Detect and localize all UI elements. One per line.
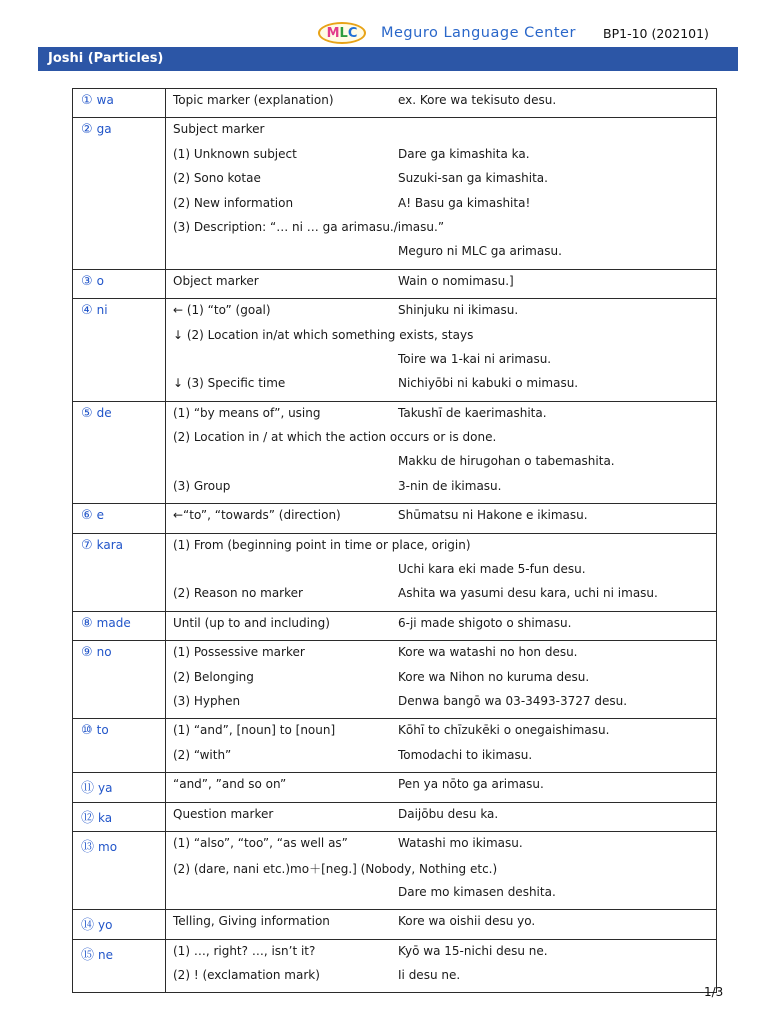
table-row — [73, 118, 717, 269]
particle-cell — [73, 910, 166, 939]
description-cell — [166, 118, 717, 269]
particle-cell — [73, 504, 166, 533]
usage-example: Kore wa Nihon no kuruma desu. — [398, 669, 590, 684]
usage-description: (2) Belonging — [173, 669, 254, 684]
particle-name: yo — [98, 918, 113, 933]
usage-line — [173, 694, 716, 718]
usage-example: Dare mo kimasen deshita. — [398, 884, 556, 899]
table-row — [73, 269, 717, 298]
usage-line — [173, 807, 716, 831]
usage-example: Kore wa oishii desu yo. — [398, 914, 536, 929]
particles-table — [72, 88, 717, 993]
table-row — [73, 802, 717, 831]
usage-description: (1) From (beginning point in time or place, origin) — [173, 537, 471, 552]
usage-line — [173, 538, 716, 562]
particle-name: e — [96, 508, 105, 523]
usage-description: (1) …, right? …, isn’t it? — [173, 943, 316, 958]
usage-example: Denwa bangō wa 03-3493-3727 desu. — [398, 693, 628, 708]
usage-example: ex. Kore wa tekisuto desu. — [398, 93, 557, 107]
particle-name: mo — [98, 839, 118, 854]
particle-number: ② — [81, 122, 93, 138]
usage-line — [173, 93, 716, 117]
table-row — [73, 533, 717, 611]
usage-line — [173, 885, 716, 909]
usage-line — [173, 454, 716, 478]
usage-description: Telling, Giving information — [173, 914, 330, 929]
usage-description: (1) “by means of”, using — [173, 405, 321, 420]
particle-number: ⑭ — [81, 918, 95, 934]
particle-name: no — [96, 645, 112, 660]
usage-line — [173, 147, 716, 171]
usage-example: Daijōbu desu ka. — [398, 806, 499, 821]
table-row — [73, 641, 717, 719]
logo-letter-m: M — [326, 25, 340, 41]
table-row — [73, 299, 717, 402]
usage-description: (2) ! (exclamation mark) — [173, 967, 320, 982]
usage-description: Question marker — [173, 806, 274, 821]
usage-line — [173, 244, 716, 268]
usage-line — [173, 171, 716, 195]
usage-description: ←“to”, “towards” (direction) — [173, 508, 341, 523]
particle-cell — [73, 118, 166, 269]
usage-example: Uchi kara eki made 5-fun desu. — [398, 562, 586, 577]
usage-line — [173, 196, 716, 220]
particle-cell — [73, 299, 166, 402]
table-row — [73, 719, 717, 773]
usage-description: (1) “and”, [noun] to [noun] — [173, 723, 336, 738]
description-cell — [166, 611, 717, 640]
usage-example: Shinjuku ni ikimasu. — [398, 303, 519, 318]
table-row — [73, 939, 717, 993]
page-number: 1/3 — [704, 985, 724, 999]
usage-line — [173, 508, 716, 532]
usage-line — [173, 274, 716, 298]
usage-description: Topic marker (explanation) — [173, 93, 334, 107]
usage-line — [173, 860, 716, 884]
usage-example: 6-ji made shigoto o shimasu. — [398, 615, 572, 630]
usage-example: Kōhī to chīzukēki o onegaishimasu. — [398, 723, 610, 738]
description-cell — [166, 773, 717, 802]
particle-name: ni — [96, 303, 108, 318]
usage-example: Takushī de kaerimashita. — [398, 405, 547, 420]
table-row — [73, 504, 717, 533]
particle-cell — [73, 401, 166, 504]
particle-number: ⑨ — [81, 645, 93, 661]
description-cell — [166, 269, 717, 298]
usage-example: Ashita wa yasumi desu kara, uchi ni imasu. — [398, 586, 658, 601]
description-cell — [166, 802, 717, 831]
usage-line — [173, 944, 716, 968]
usage-description: ↓ (3) Specific time — [173, 376, 286, 391]
usage-example: Suzuki-san ga kimashita. — [398, 171, 548, 186]
description-cell — [166, 939, 717, 993]
usage-description: Until (up to and including) — [173, 615, 330, 630]
particle-cell — [73, 831, 166, 909]
mlc-logo — [318, 22, 366, 44]
particle-name: made — [96, 615, 131, 630]
usage-description: ↓ (2) Location in/at which something exists, stays — [173, 327, 474, 342]
table-row — [73, 910, 717, 939]
usage-description: (1) “also”, “too”, “as well as” — [173, 835, 348, 850]
usage-line — [173, 328, 716, 352]
usage-example: Wain o nomimasu.] — [398, 273, 514, 288]
particle-name: ne — [98, 947, 114, 962]
usage-description: (2) (dare, nani etc.)mo＋[neg.] (Nobody, Nothing etc.) — [173, 862, 498, 877]
usage-description: (3) Description: “… ni … ga arimasu./imasu.” — [173, 219, 445, 234]
usage-example: Makku de hirugohan o tabemashita. — [398, 454, 615, 469]
usage-example: Kore wa watashi no hon desu. — [398, 645, 578, 660]
description-cell — [166, 910, 717, 939]
particle-name: ka — [98, 810, 113, 825]
document-code: BP1-10 (202101) — [603, 26, 709, 41]
particle-name: wa — [96, 93, 114, 107]
particle-name: de — [96, 405, 112, 420]
table-row — [73, 831, 717, 909]
usage-example: Watashi mo ikimasu. — [398, 835, 523, 850]
usage-line — [173, 562, 716, 586]
usage-line — [173, 670, 716, 694]
usage-example: Nichiyōbi ni kabuki o mimasu. — [398, 376, 579, 391]
usage-description: (2) Reason no marker — [173, 586, 303, 601]
particle-name: to — [96, 723, 109, 738]
particle-cell — [73, 773, 166, 802]
usage-line — [173, 586, 716, 610]
description-cell — [166, 299, 717, 402]
description-cell — [166, 831, 717, 909]
particle-cell — [73, 611, 166, 640]
usage-line — [173, 122, 716, 146]
usage-line — [173, 220, 716, 244]
particles-table-body — [73, 89, 717, 993]
usage-line — [173, 430, 716, 454]
particle-cell — [73, 269, 166, 298]
particle-number: ⑫ — [81, 810, 95, 826]
usage-example: Dare ga kimashita ka. — [398, 146, 530, 161]
particle-number: ① — [81, 93, 93, 108]
usage-line — [173, 777, 716, 801]
usage-example: 3-nin de ikimasu. — [398, 478, 502, 493]
usage-line — [173, 479, 716, 503]
usage-description: (1) Possessive marker — [173, 645, 305, 660]
particle-cell — [73, 939, 166, 993]
usage-description: (3) Group — [173, 478, 231, 493]
particle-number: ③ — [81, 273, 93, 289]
usage-line — [173, 616, 716, 640]
usage-line — [173, 406, 716, 430]
particle-cell — [73, 641, 166, 719]
particle-number: ⑩ — [81, 723, 93, 739]
usage-description: (2) “with” — [173, 747, 232, 762]
usage-description: Object marker — [173, 273, 259, 288]
usage-example: Shūmatsu ni Hakone e ikimasu. — [398, 508, 588, 523]
table-row — [73, 89, 717, 118]
usage-line — [173, 303, 716, 327]
description-cell — [166, 401, 717, 504]
section-title: Joshi (Particles) — [38, 47, 738, 71]
table-row — [73, 611, 717, 640]
table-row — [73, 401, 717, 504]
usage-description: Subject marker — [173, 122, 265, 137]
particle-name: kara — [96, 537, 124, 552]
particle-cell — [73, 802, 166, 831]
particle-number: ⑬ — [81, 839, 95, 855]
usage-line — [173, 968, 716, 992]
center-name: Meguro Language Center — [381, 25, 576, 41]
logo-letter-c: C — [347, 25, 358, 41]
usage-example: Toire wa 1-kai ni arimasu. — [398, 351, 552, 366]
usage-description: (2) Sono kotae — [173, 171, 261, 186]
particle-name: o — [96, 273, 104, 288]
table-row — [73, 773, 717, 802]
particle-number: ④ — [81, 303, 93, 319]
particle-number: ⑪ — [81, 781, 95, 797]
usage-line — [173, 376, 716, 400]
particle-number: ⑤ — [81, 405, 93, 421]
usage-description: (2) Location in / at which the action occurs or is done. — [173, 430, 497, 445]
usage-description: (2) New information — [173, 195, 294, 210]
usage-description: (3) Hyphen — [173, 693, 241, 708]
particle-cell — [73, 719, 166, 773]
particle-name: ga — [96, 122, 112, 137]
usage-line — [173, 914, 716, 938]
usage-line — [173, 748, 716, 772]
particle-number: ⑥ — [81, 508, 93, 524]
particle-cell — [73, 533, 166, 611]
usage-line — [173, 723, 716, 747]
usage-description: “and”, ”and so on” — [173, 777, 287, 792]
particle-number: ⑮ — [81, 947, 95, 963]
logo-letter-l: L — [339, 25, 348, 41]
usage-example: Tomodachi to ikimasu. — [398, 747, 533, 762]
particle-number: ⑦ — [81, 537, 93, 553]
usage-description: ← (1) “to” (goal) — [173, 303, 271, 318]
particle-cell — [73, 89, 166, 118]
particle-name: ya — [98, 781, 113, 796]
description-cell — [166, 533, 717, 611]
usage-example: Ii desu ne. — [398, 967, 461, 982]
usage-line — [173, 352, 716, 376]
particle-number: ⑧ — [81, 615, 93, 631]
page-header — [0, 22, 768, 48]
description-cell — [166, 89, 717, 118]
usage-example: A! Basu ga kimashita! — [398, 195, 531, 210]
usage-example: Kyō wa 15-nichi desu ne. — [398, 943, 548, 958]
usage-example: Pen ya nōto ga arimasu. — [398, 777, 544, 792]
usage-description: (1) Unknown subject — [173, 146, 297, 161]
usage-line — [173, 645, 716, 669]
description-cell — [166, 719, 717, 773]
usage-line — [173, 836, 716, 860]
description-cell — [166, 504, 717, 533]
usage-example: Meguro ni MLC ga arimasu. — [398, 244, 562, 259]
description-cell — [166, 641, 717, 719]
